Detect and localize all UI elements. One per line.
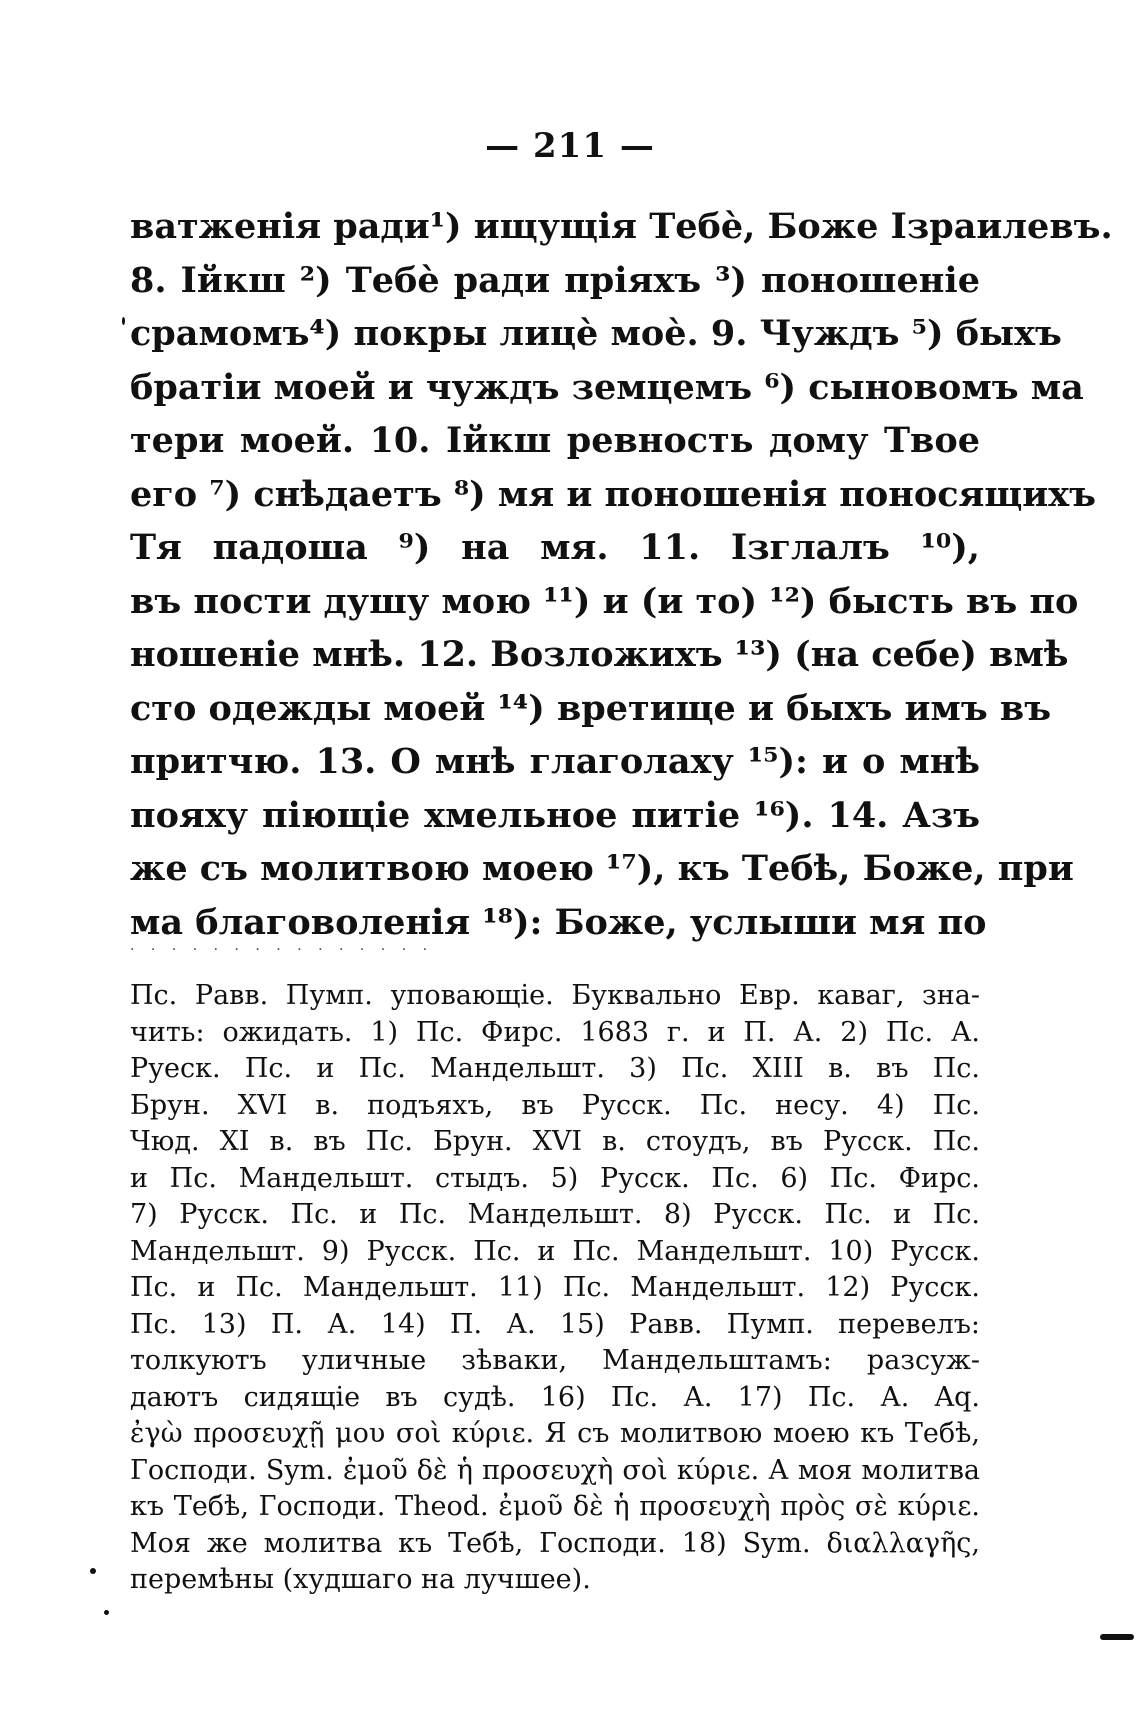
footnote-line: ἐγὼ προσευχῇ μου σοὶ κύριε. Я съ молитвою моею къ Тебѣ,	[130, 1418, 980, 1449]
psalm-text	[130, 200, 1113, 949]
page-number: — 211 —	[485, 126, 655, 166]
footnotes	[130, 978, 980, 1599]
text-line: пояху піющіе хмельное питіе ¹⁶). 14. Азъ	[130, 794, 980, 836]
footnote-line: Мандельшт. 9) Русск. Пс. и Пс. Мандельшт. 10) Русск.	[130, 1235, 980, 1267]
footnote-line: къ Тебѣ, Господи. Theod. ἐμοῦ δὲ ἡ προσευχὴ πρὸς σὲ κύριε.	[130, 1491, 980, 1522]
cut-off-text-line: · · · · · · · · · · · · · · ·	[130, 942, 434, 958]
footnote-line: Руеск. Пс. и Пс. Мандельшт. 3) Пс. XIII в. въ Пс.	[130, 1053, 980, 1084]
footnote-line: Чюд. XI в. въ Пс. Брун. XVI в. стоудъ, въ Русск. Пс.	[130, 1126, 980, 1157]
footnote-line: перемѣны (худшаго на лучшее).	[130, 1564, 591, 1595]
footnote-line: Пс. 13) П. А. 14) П. А. 15) Равв. Пумп. перевелъ:	[130, 1308, 980, 1340]
text-line: братіи моей и чуждъ земцемъ ⁶) сыновомъ ма	[130, 366, 1084, 408]
scan-edge-mark	[1100, 1634, 1134, 1640]
text-line: ма благоволенія ¹⁸): Боже, услыши мя по	[130, 901, 987, 943]
text-line: же съ молитвою моею ¹⁷), къ Тебѣ, Боже, при	[130, 848, 1074, 889]
text-line: въ пости душу мою ¹¹) и (и то) ¹²) бысть въ по	[130, 580, 1079, 622]
footnote-line: даютъ сидящіе въ судѣ. 16) Пс. А. 17) Пс. А. Aq.	[130, 1381, 980, 1413]
text-line: 8. Ійкш ²) Тебѐ ради пріяхъ ³) поношеніе	[130, 259, 980, 301]
footnote-line: и Пс. Мандельшт. стыдъ. 5) Русск. Пс. 6) Пс. Фирс.	[130, 1162, 980, 1194]
text-line: его ⁷) снѣдаетъ ⁸) мя и поношенія поносящихъ	[130, 473, 1096, 515]
text-line: ношеніе мнѣ. 12. Возложихъ ¹³) (на себе) вмѣ	[130, 634, 1069, 675]
footnote-line: чить: ожидать. 1) Пс. Фирс. 1683 г. и П. А. 2) Пс. А.	[130, 1016, 980, 1048]
ink-speck	[90, 1568, 96, 1574]
ink-speck	[104, 1610, 109, 1615]
text-line: срамомъ⁴) покры лицѐ моѐ. 9. Чуждъ ⁵) быхъ	[130, 313, 1062, 354]
footnote-line: Пс. и Пс. Мандельшт. 11) Пс. Мандельшт. 12) Русск.	[130, 1272, 980, 1303]
ink-speck	[122, 317, 125, 325]
footnote-line: Моя же молитва къ Тебѣ, Господи. 18) Sym. διαλλαγῆς,	[130, 1527, 980, 1559]
footnote-line: Пс. Равв. Пумп. уповающіе. Буквально Евр. кавaг, зна-	[130, 980, 980, 1011]
text-line: сто одежды моей ¹⁴) вретище и быхъ имъ въ	[130, 687, 1052, 729]
footnote-line: 7) Русск. Пс. и Пс. Мандельшт. 8) Русск. Пс. и Пс.	[130, 1199, 980, 1230]
text-line: притчю. 13. О мнѣ глаголаху ¹⁵): и о мнѣ	[130, 741, 980, 782]
text-line: тери моей. 10. Ійкш ревность дому Твое	[130, 420, 980, 461]
footnote-line: Господи. Sym. ἐμοῦ δὲ ἡ προσευχὴ σοὶ κύριε. А моя молитва	[130, 1454, 980, 1486]
footnote-line: толкуютъ уличные зѣваки, Мандельштамъ: разсуж-	[130, 1345, 980, 1376]
text-line: Тя падоша ⁹) на мя. 11. Ізглалъ ¹⁰),	[130, 527, 980, 568]
footnote-line: Брун. XVI в. подъяхъ, въ Русск. Пс. несу. 4) Пс.	[130, 1089, 980, 1121]
text-line: ватженія ради¹) ищущія Тебѐ, Боже Ізраилевъ.	[130, 206, 1113, 247]
